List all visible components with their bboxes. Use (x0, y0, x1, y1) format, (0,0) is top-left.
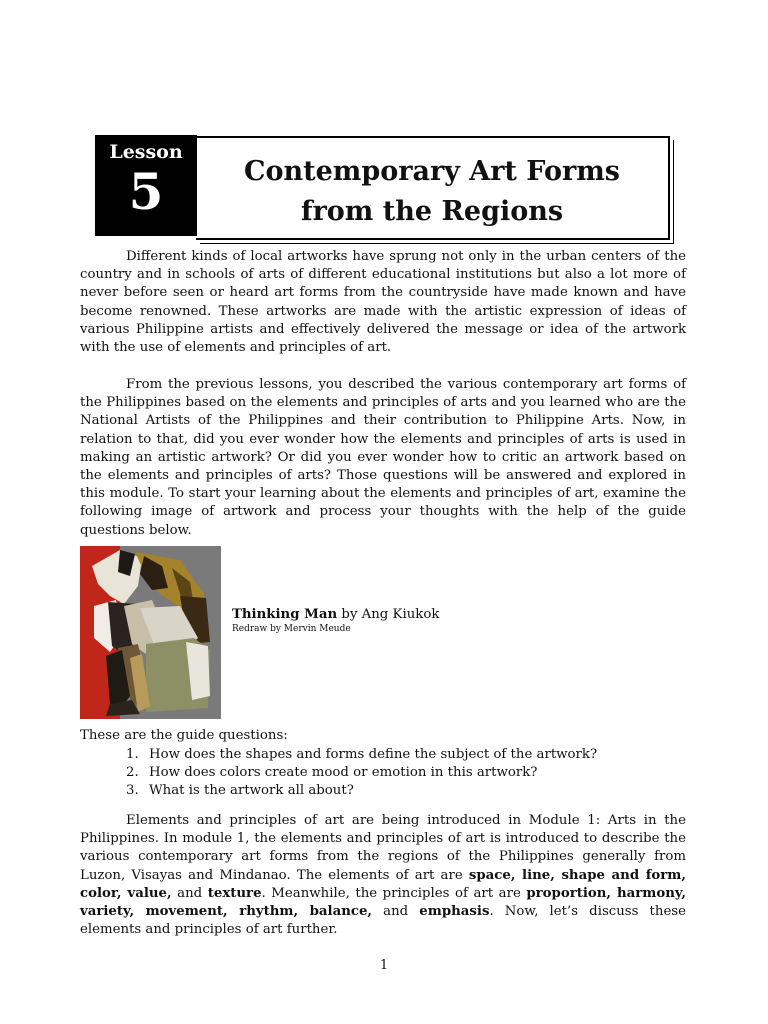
guide-questions-list (126, 746, 597, 801)
artwork-artist: by Ang Kiukok (337, 607, 440, 622)
artwork-title: Thinking Man (232, 607, 338, 622)
artwork-caption (232, 607, 439, 634)
elements-text-1: Elements and principles of art are being introduced in Module 1: Arts in the Philippines. In module 1, the elements and principles of art is introduced to describe the various contemporary art forms from the regions of the Philippines generally from Luzon, Visayas and Mindanao. The elements of art are (80, 813, 686, 883)
page-title (196, 152, 668, 232)
artwork-credit: Redraw by Mervin Meude (232, 624, 351, 634)
guide-question (126, 782, 597, 800)
guide-question-text: How does the shapes and forms define the subject of the artwork? (149, 747, 598, 762)
elements-principles-paragraph (80, 812, 686, 939)
elements-text-3: . Meanwhile, the principles of art are (261, 885, 527, 901)
lesson-badge (95, 135, 197, 236)
elements-text-2: and (171, 885, 208, 901)
guide-question-text: How does colors create mood or emotion in this artwork? (149, 765, 538, 781)
elements-texture-bold: texture (207, 885, 262, 901)
guide-question (126, 764, 597, 782)
elements-text-5: . Now, let’s discuss these elements and principles of art further. (80, 904, 687, 938)
page-number: 1 (379, 958, 389, 973)
elements-list-bold: space, line, shape and form, color, value, (80, 867, 686, 901)
title-line-1: Contemporary Art Forms (243, 156, 620, 187)
title-line-2: from the Regions (300, 196, 564, 227)
intro-paragraph-2: From the previous lessons, you described the various contemporary art forms of the Philippines based on the elements and principles of arts and you learned who are the National Artists of the Philippines and their contribution to Philippine Arts. Now, in relation to that, did you ever wonder how the elements and principles of arts is used in making an artistic artwork? Or did you ever wonder how to critic an artwork based on the elements and principles of arts? Those questions will be answered and explored in this module. To start your learning about the elements and principles of art, examine the following image of artwork and process your thoughts with the help of the guide questions below. (80, 377, 686, 538)
guide-question-text: What is the artwork all about? (149, 783, 354, 799)
principles-emphasis-bold: emphasis (419, 904, 490, 920)
thinking-man-artwork-image (80, 546, 221, 719)
artwork-title-line (232, 607, 439, 622)
guide-questions-intro: These are the guide questions: (80, 728, 288, 743)
guide-question-number: 1. (126, 747, 139, 762)
lesson-number: 5 (128, 162, 164, 221)
intro-paragraph-1: Different kinds of local artworks have sprung not only in the urban centers of the country and in schools of arts of different educational institutions but also a lot more of never before seen or heard art forms from the countryside have made known and have become renowned. These artworks are made with the artistic expression of ideas of various Philippine artists and effectively delivered the message or idea of the artwork with the use of elements and principles of art. (80, 249, 686, 356)
guide-question-number: 2. (126, 765, 139, 781)
title-box (196, 136, 670, 240)
guide-question (126, 746, 597, 764)
guide-question-number: 3. (126, 783, 139, 799)
principles-list-bold: proportion, harmony, variety, movement, rhythm, balance, (80, 885, 686, 920)
lesson-label: Lesson (109, 141, 183, 163)
elements-text-4: and (372, 904, 420, 920)
